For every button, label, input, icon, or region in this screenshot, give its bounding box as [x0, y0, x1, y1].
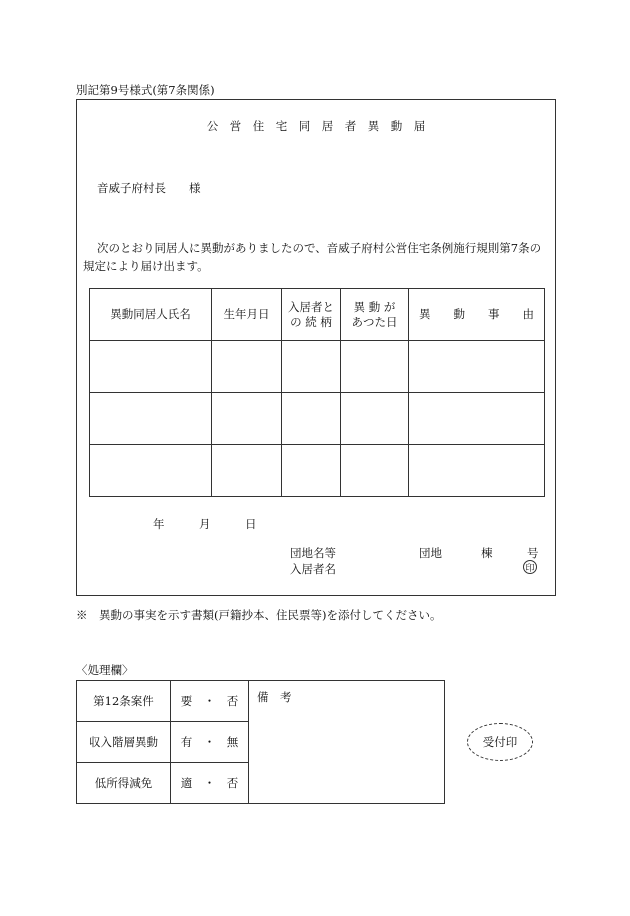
receipt-stamp-label: 受付印	[482, 735, 518, 749]
cell-relationship[interactable]	[282, 445, 341, 497]
cell-relationship[interactable]	[282, 393, 341, 445]
cell-transfer-date[interactable]	[341, 445, 409, 497]
cell-birthdate[interactable]	[212, 341, 282, 393]
remarks-label: 備 考	[257, 690, 292, 704]
processing-label: 第12条案件	[77, 681, 171, 722]
cell-reason[interactable]	[409, 445, 545, 497]
date-line: 年 月 日	[153, 517, 257, 531]
processing-choice[interactable]: 有 ・ 無	[171, 722, 249, 763]
cell-name[interactable]	[90, 341, 212, 393]
receipt-stamp	[467, 723, 533, 761]
header-relationship: 入居者と の 続 柄	[282, 289, 341, 341]
cell-relationship[interactable]	[282, 341, 341, 393]
form-title: 公 営 住 宅 同 居 者 異 動 届	[206, 119, 426, 133]
table-header-row	[90, 289, 545, 341]
processing-choice[interactable]: 適 ・ 否	[171, 763, 249, 804]
transfer-table	[89, 288, 545, 497]
remarks-cell[interactable]	[249, 681, 445, 804]
processing-label: 低所得減免	[77, 763, 171, 804]
table-row	[90, 341, 545, 393]
room-unit: 号	[527, 546, 539, 560]
header-transfer-date: 異 動 が あつた日	[341, 289, 409, 341]
table-row	[90, 393, 545, 445]
cell-reason[interactable]	[409, 341, 545, 393]
intro-line-1: 次のとおり同居人に異動がありましたので、音威子府村公営住宅条例施行規則第7条の	[97, 241, 542, 255]
processing-label: 収入階層異動	[77, 722, 171, 763]
cell-transfer-date[interactable]	[341, 341, 409, 393]
cell-reason[interactable]	[409, 393, 545, 445]
cell-name[interactable]	[90, 445, 212, 497]
header-reason: 異 動 事 由	[409, 289, 545, 341]
danchi-label: 団地名等	[290, 546, 336, 560]
processing-row	[77, 681, 445, 722]
cell-birthdate[interactable]	[212, 445, 282, 497]
intro-line-2: 規定により届け出ます。	[83, 259, 209, 273]
table-row	[90, 445, 545, 497]
header-birthdate: 生年月日	[212, 289, 282, 341]
header-name: 異動同居人氏名	[90, 289, 212, 341]
building-unit: 棟	[481, 546, 493, 560]
processing-table	[76, 680, 445, 804]
seal-mark: 印	[523, 560, 537, 574]
processing-choice[interactable]: 要 ・ 否	[171, 681, 249, 722]
cell-transfer-date[interactable]	[341, 393, 409, 445]
addressee: 音威子府村長 様	[97, 181, 201, 195]
form-reference: 別記第9号様式(第7条関係)	[76, 83, 215, 97]
processing-caption: 〈処理欄〉	[76, 663, 134, 677]
attachment-note: ※ 異動の事実を示す書類(戸籍抄本、住民票等)を添付してください。	[76, 608, 442, 622]
danchi-unit: 団地	[419, 546, 442, 560]
cell-birthdate[interactable]	[212, 393, 282, 445]
tenant-label: 入居者名	[290, 562, 336, 576]
cell-name[interactable]	[90, 393, 212, 445]
